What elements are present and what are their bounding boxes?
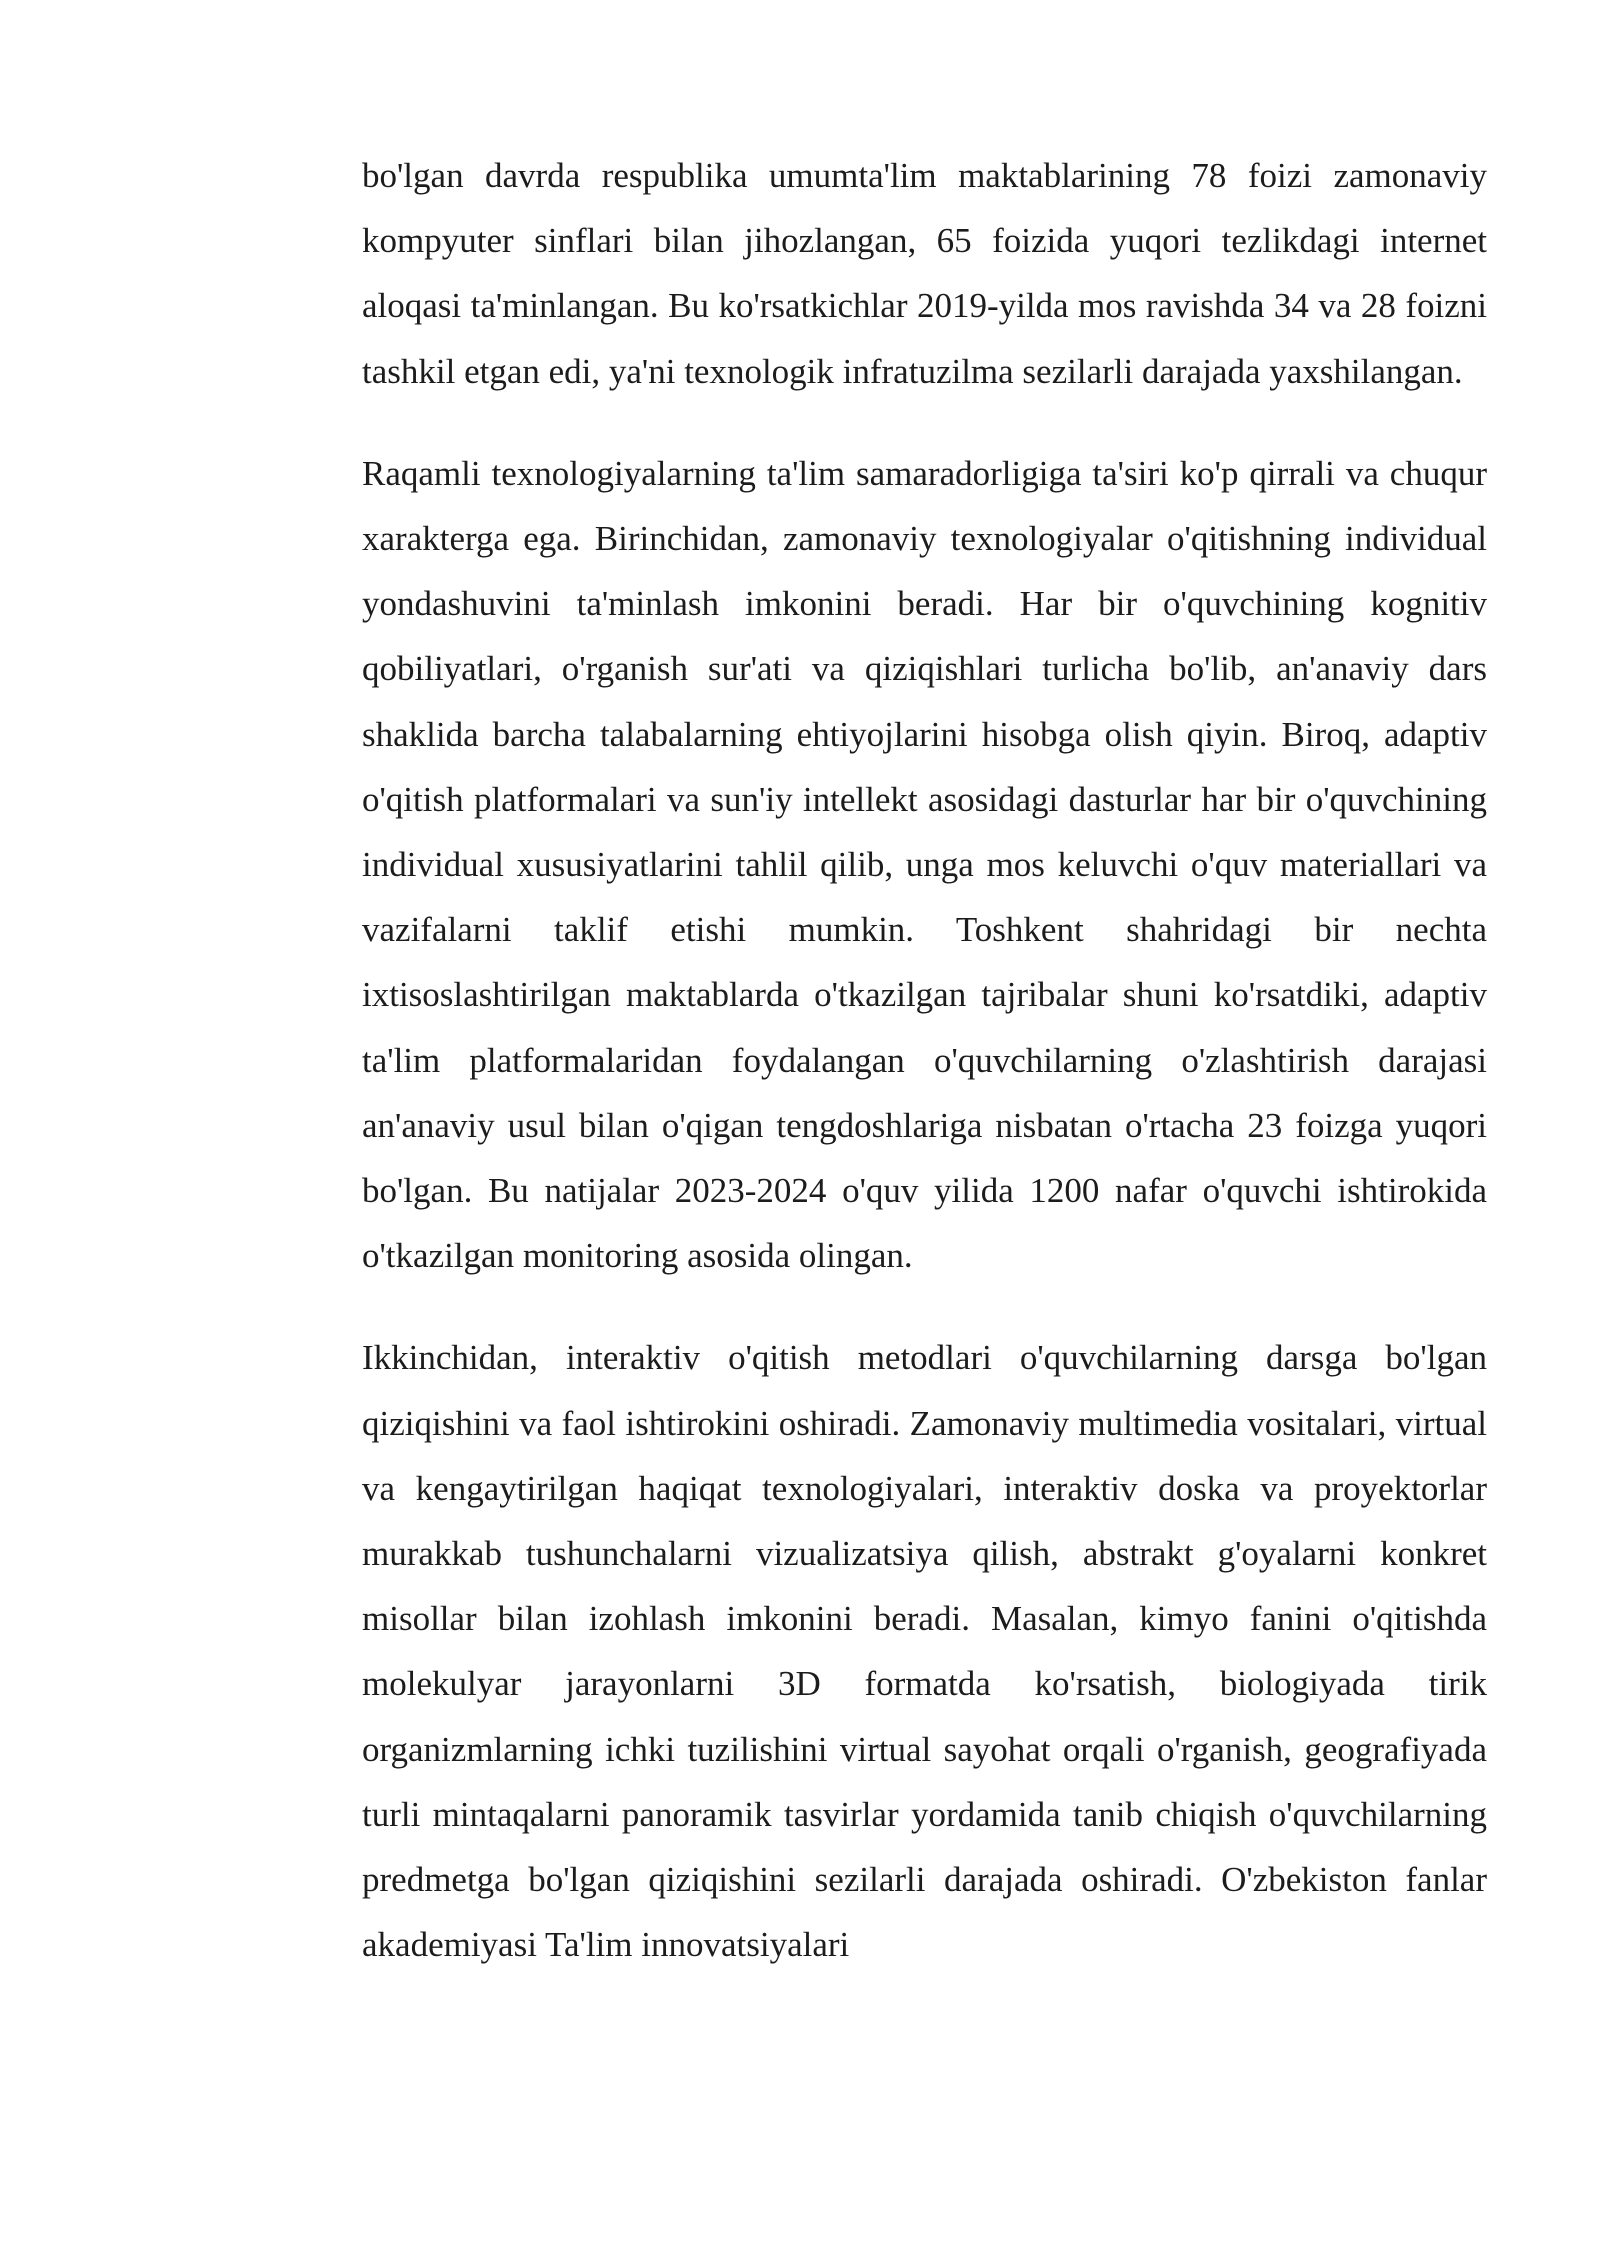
paragraph-1: bo'lgan davrda respublika umumta'lim maktablarining 78 foizi zamonaviy kompyuter sinflari bilan jihozlangan, 65 foizida yuqori tezlikdagi internet aloqasi ta'minlangan. Bu ko'rsatkichlar 2019-yilda mos ravishda 34 va 28 foizni tashkil etgan edi, ya'ni texnologik infratuzilma sezilarli darajada yaxshilangan. [362, 156, 1487, 391]
paragraph-2: Raqamli texnologiyalarning ta'lim samaradorligiga ta'siri ko'p qirrali va chuqur xarakterga ega. Birinchidan, zamonaviy texnologiyalar o'qitishning individual yondashuvini ta'minlash imkonini beradi. Har bir o'quvchining kognitiv qobiliyatlari, o'rganish sur'ati va qiziqishlari turlicha bo'lib, an'anaviy dars shaklida barcha talabalarning ehtiyojlarini hisobga olish qiyin. Biroq, adaptiv o'qitish platformalari va sun'iy intellekt asosidagi dasturlar har bir o'quvchining individual xususiyatlarini tahlil qilib, unga mos keluvchi o'quv materiallari va vazifalarni taklif etishi mumkin. Toshkent shahridagi bir nechta ixtisoslashtirilgan maktablarda o'tkazilgan tajribalar shuni ko'rsatdiki, adaptiv ta'lim platformalaridan foydalangan o'quvchilarning o'zlashtirish darajasi an'anaviy usul bilan o'qigan tengdoshlariga nisbatan o'rtacha 23 foizga yuqori bo'lgan. Bu natijalar 2023-2024 o'quv yilida 1200 nafar o'quvchi ishtirokida o'tkazilgan monitoring asosida olingan. [362, 453, 1487, 1276]
paragraph-3: Ikkinchidan, interaktiv o'qitish metodlari o'quvchilarning darsga bo'lgan qiziqishini va faol ishtirokini oshiradi. Zamonaviy multimedia vositalari, virtual va kengaytirilgan haqiqat texnologiyalari, interaktiv doska va proyektorlar murakkab tushunchalarni vizualizatsiya qilish, abstrakt g'oyalarni konkret misollar bilan izohlash imkonini beradi. Masalan, kimyo fanini o'qitishda molekulyar jarayonlarni 3D formatda ko'rsatish, biologiyada tirik organizmlarning ichki tuzilishini virtual sayohat orqali o'rganish, geografiyada turli mintaqalarni panoramik tasvirlar yordamida tanib chiqish o'quvchilarning predmetga bo'lgan qiziqishini sezilarli darajada oshiradi. O'zbekiston fanlar akademiyasi Ta'lim innovatsiyalari [362, 1338, 1487, 1965]
body-text [362, 143, 1487, 1977]
